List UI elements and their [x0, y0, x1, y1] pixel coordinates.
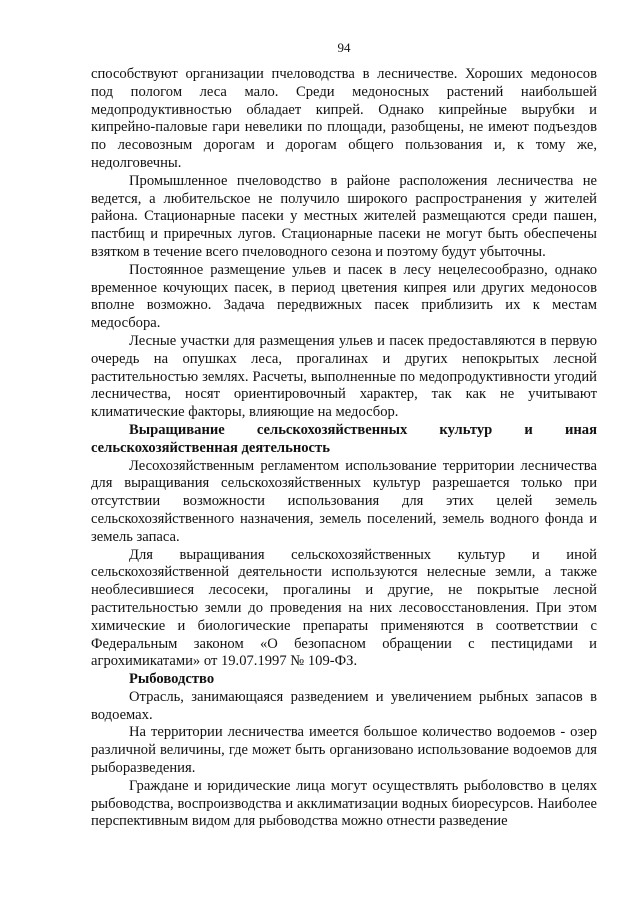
paragraph-fish-farming-definition: Отрасль, занимающаяся разведением и увеличением рыбных запасов в водоемах. — [91, 688, 597, 723]
section-heading-fish-farming: Рыбоводство — [129, 671, 215, 688]
paragraph-beekeeping-forage: способствуют организации пчеловодства в лесничестве. Хороших медоносов под пологом леса мало. Среди медоносных растений наибольшей медопродуктивностью обладает кипрей. Однако кипрейные вырубки и кипрейно-паловые гари невелики по площади, разобщены, не имеют подъездов по лесовозным дорогам и дорогам общего пользования и, к тому же, недолговечны. — [91, 66, 597, 171]
paragraph-water-bodies: На территории лесничества имеется большое количество водоемов - озер различной величины, где может быть организовано использование водоемов для рыборазведения. — [91, 724, 597, 777]
paragraph-mobile-apiaries: Постоянное размещение ульев и пасек в лесу нецелесообразно, однако временное кочующих пасек, в период цветения кипрея или других медоносов вполне возможно. Задача передвижных пасек приблизить их к местам медосбора. — [91, 261, 597, 332]
paragraph-agriculture-lands: Для выращивания сельскохозяйственных культур и иной сельскохозяйственной деятельности используются нелесные земли, а также необлесившиеся лесосеки, прогалины и другие, не покрытые лесной растительностью земли до проведения на них лесовосстановления. При этом химические и биологические препараты применяются в соответствии с Федеральным законом «О безопасном обращении с пестицидами и агрохимикатами» от 19.07.1997 № 109-ФЗ. — [91, 546, 597, 670]
paragraph-agriculture-regulation: Лесохозяйственным регламентом использование территории лесничества для выращивания сельскохозяйственных культур разрешается только при отсутствии возможности использования для этих целей земель сельскохозяйственного назначения, земель поселений, земель водного фонда и земель запаса. — [91, 457, 597, 545]
section-heading-agriculture: Выращивание сельскохозяйственных культур и иная сельскохозяйственная деятельность — [91, 421, 597, 456]
paragraph-apiary-sites: Лесные участки для размещения ульев и пасек предоставляются в первую очередь на опушках леса, прогалинах и других непокрытых лесной растительностью землях. Расчеты, выполненные по медопродуктивности угодий лесничества, носят ориентировочный характер, так как не учитывают климатические факторы, влияющие на медосбор. — [91, 332, 597, 421]
paragraph-industrial-beekeeping: Промышленное пчеловодство в районе расположения лесничества не ведется, а любительское не получило широкого распространения у жителей района. Стационарные пасеки у местных жителей размещаются среди пашен, пастбищ и приречных лугов. Стационарные пасеки не могут быть обеспечены взятком в течение всего пчеловодного сезона и поэтому будут убыточны. — [91, 172, 597, 260]
page-number: 94 — [337, 40, 351, 55]
document-body — [91, 66, 597, 831]
paragraph-fishing-rights: Граждане и юридические лица могут осуществлять рыболовство в целях рыбоводства, воспроизводства и акклиматизации водных биоресурсов. Наиболее перспективным видом для рыбоводства можно отнести разведение — [91, 777, 597, 830]
